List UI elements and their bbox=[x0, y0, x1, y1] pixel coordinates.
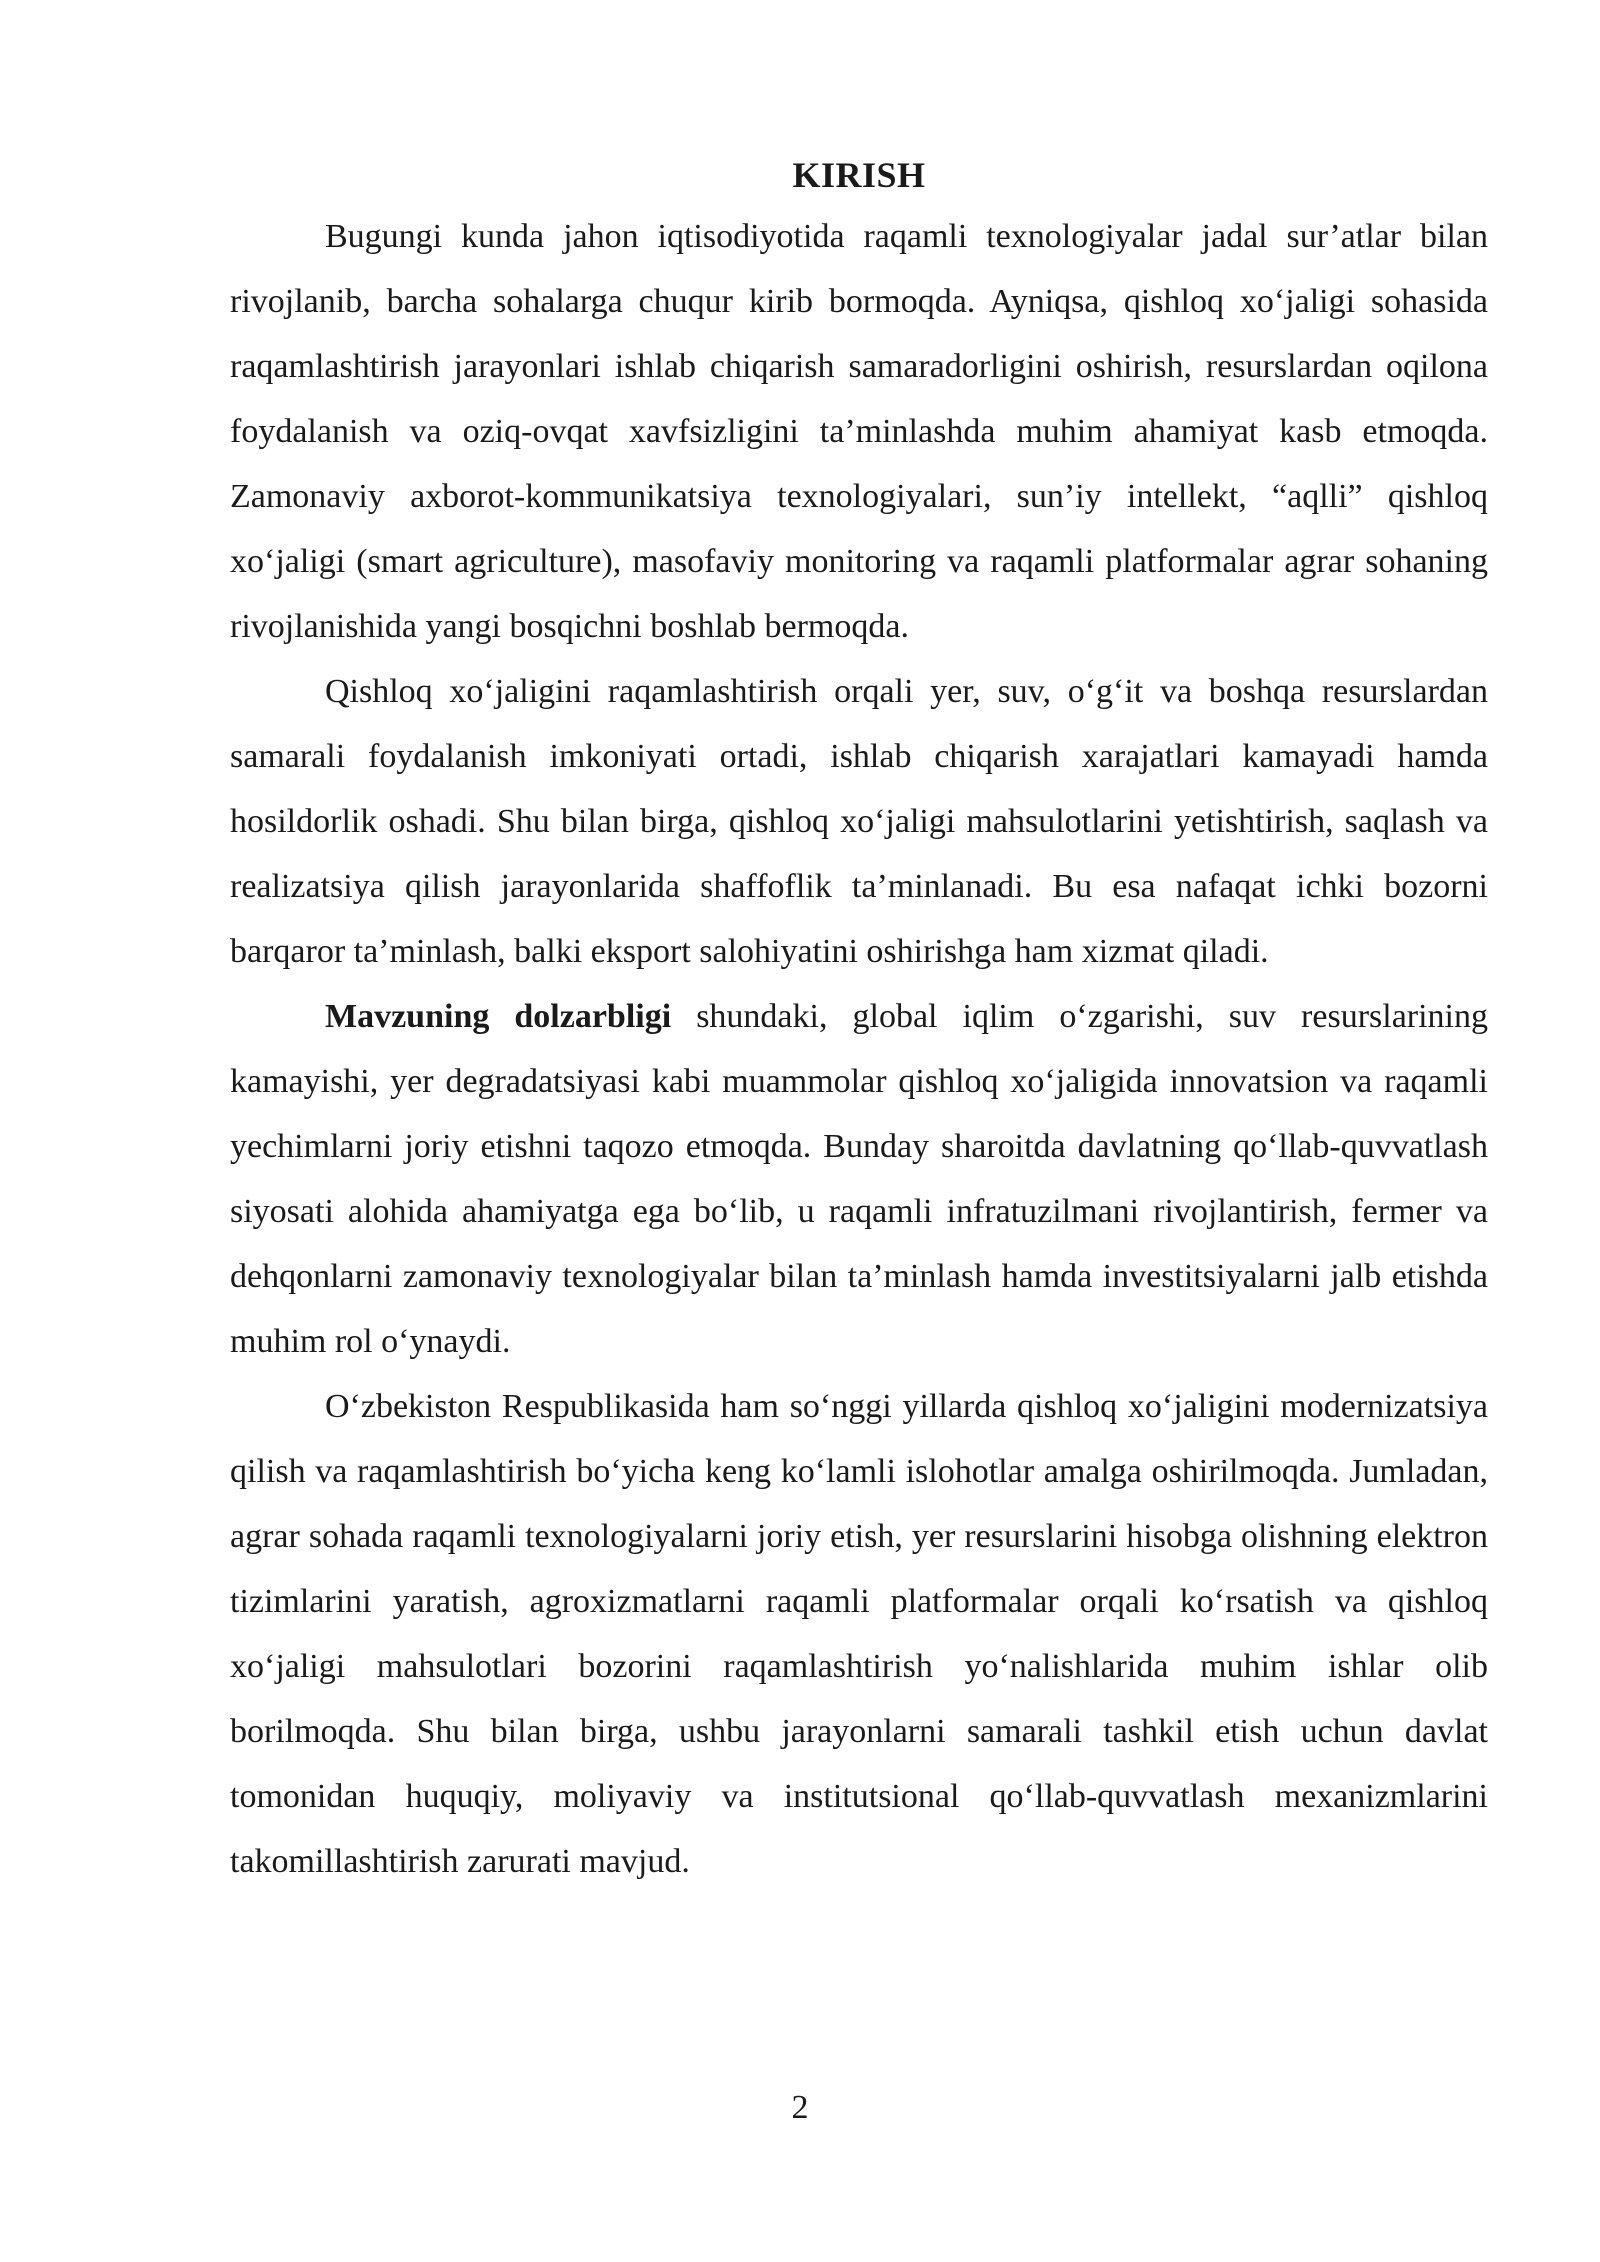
page-number: 2 bbox=[791, 2089, 809, 2126]
section-heading: KIRISH bbox=[792, 155, 926, 195]
paragraph-1 bbox=[230, 204, 1488, 659]
page-content bbox=[230, 150, 1488, 1894]
paragraph-4 bbox=[230, 1374, 1488, 1894]
paragraph-2 bbox=[230, 659, 1488, 984]
paragraph-2-text: Qishloq xo‘jaligini raqamlashtirish orqali yer, suv, o‘g‘it va boshqa resurslardan samarali foydalanish imkoniyati ortadi, ishlab chiqarish xarajatlari kamayadi hamda hosildorlik oshadi. Shu bilan birga, qishloq xo‘jaligi mahsulotlarini yetishtirish, saqlash va realizatsiya qilish jarayonlarida shaffoflik ta’minlanadi. Bu esa nafaqat ichki bozorni barqaror ta’minlash, balki eksport salohiyatini oshirishga ham xizmat qiladi. bbox=[230, 673, 1488, 970]
paragraph-4-text: O‘zbekiston Respublikasida ham so‘nggi yillarda qishloq xo‘jaligini modernizatsiya qilish va raqamlashtirish bo‘yicha keng ko‘lamli islohotlar amalga oshirilmoqda. Jumladan, agrar sohada raqamli texnologiyalarni joriy etish, yer resurslarini hisobga olishning elektron tizimlarini yaratish, agroxizmatlarni raqamli platformalar orqali ko‘rsatish va qishloq xo‘jaligi mahsulotlari bozorini raqamlashtirish yo‘nalishlarida muhim ishlar olib borilmoqda. Shu bilan birga, ushbu jarayonlarni samarali tashkil etish uchun davlat tomonidan huquqiy, moliyaviy va institutsional qo‘llab-quvvatlash mexanizmlarini takomillashtirish zarurati mavjud. bbox=[230, 1388, 1488, 1880]
paragraph-3 bbox=[230, 984, 1488, 1374]
paragraph-3-text: shundaki, global iqlim o‘zgarishi, suv resurslarining kamayishi, yer degradatsiyasi kabi muammolar qishloq xo‘jaligida innovatsion va raqamli yechimlarni joriy etishni taqozo etmoqda. Bunday sharoitda davlatning qo‘llab-quvvatlash siyosati alohida ahamiyatga ega bo‘lib, u raqamli infratuzilmani rivojlantirish, fermer va dehqonlarni zamonaviy texnologiyalar bilan ta’minlash hamda investitsiyalarni jalb etishda muhim rol o‘ynaydi. bbox=[230, 998, 1489, 1360]
paragraph-3-bold-lead: Mavzuning dolzarbligi bbox=[325, 998, 672, 1035]
paragraph-1-text: Bugungi kunda jahon iqtisodiyotida raqamli texnologiyalar jadal sur’atlar bilan rivojlanib, barcha sohalarga chuqur kirib bormoqda. Ayniqsa, qishloq xo‘jaligi sohasida raqamlashtirish jarayonlari ishlab chiqarish samaradorligini oshirish, resurslardan oqilona foydalanish va oziq-ovqat xavfsizligini ta’minlashda muhim ahamiyat kasb etmoqda. Zamonaviy axborot-kommunikatsiya texnologiyalari, sun’iy intellekt, “aqlli” qishloq xo‘jaligi (smart agriculture), masofaviy monitoring va raqamli platformalar agrar sohaning rivojlanishida yangi bosqichni boshlab bermoqda. bbox=[230, 218, 1488, 645]
